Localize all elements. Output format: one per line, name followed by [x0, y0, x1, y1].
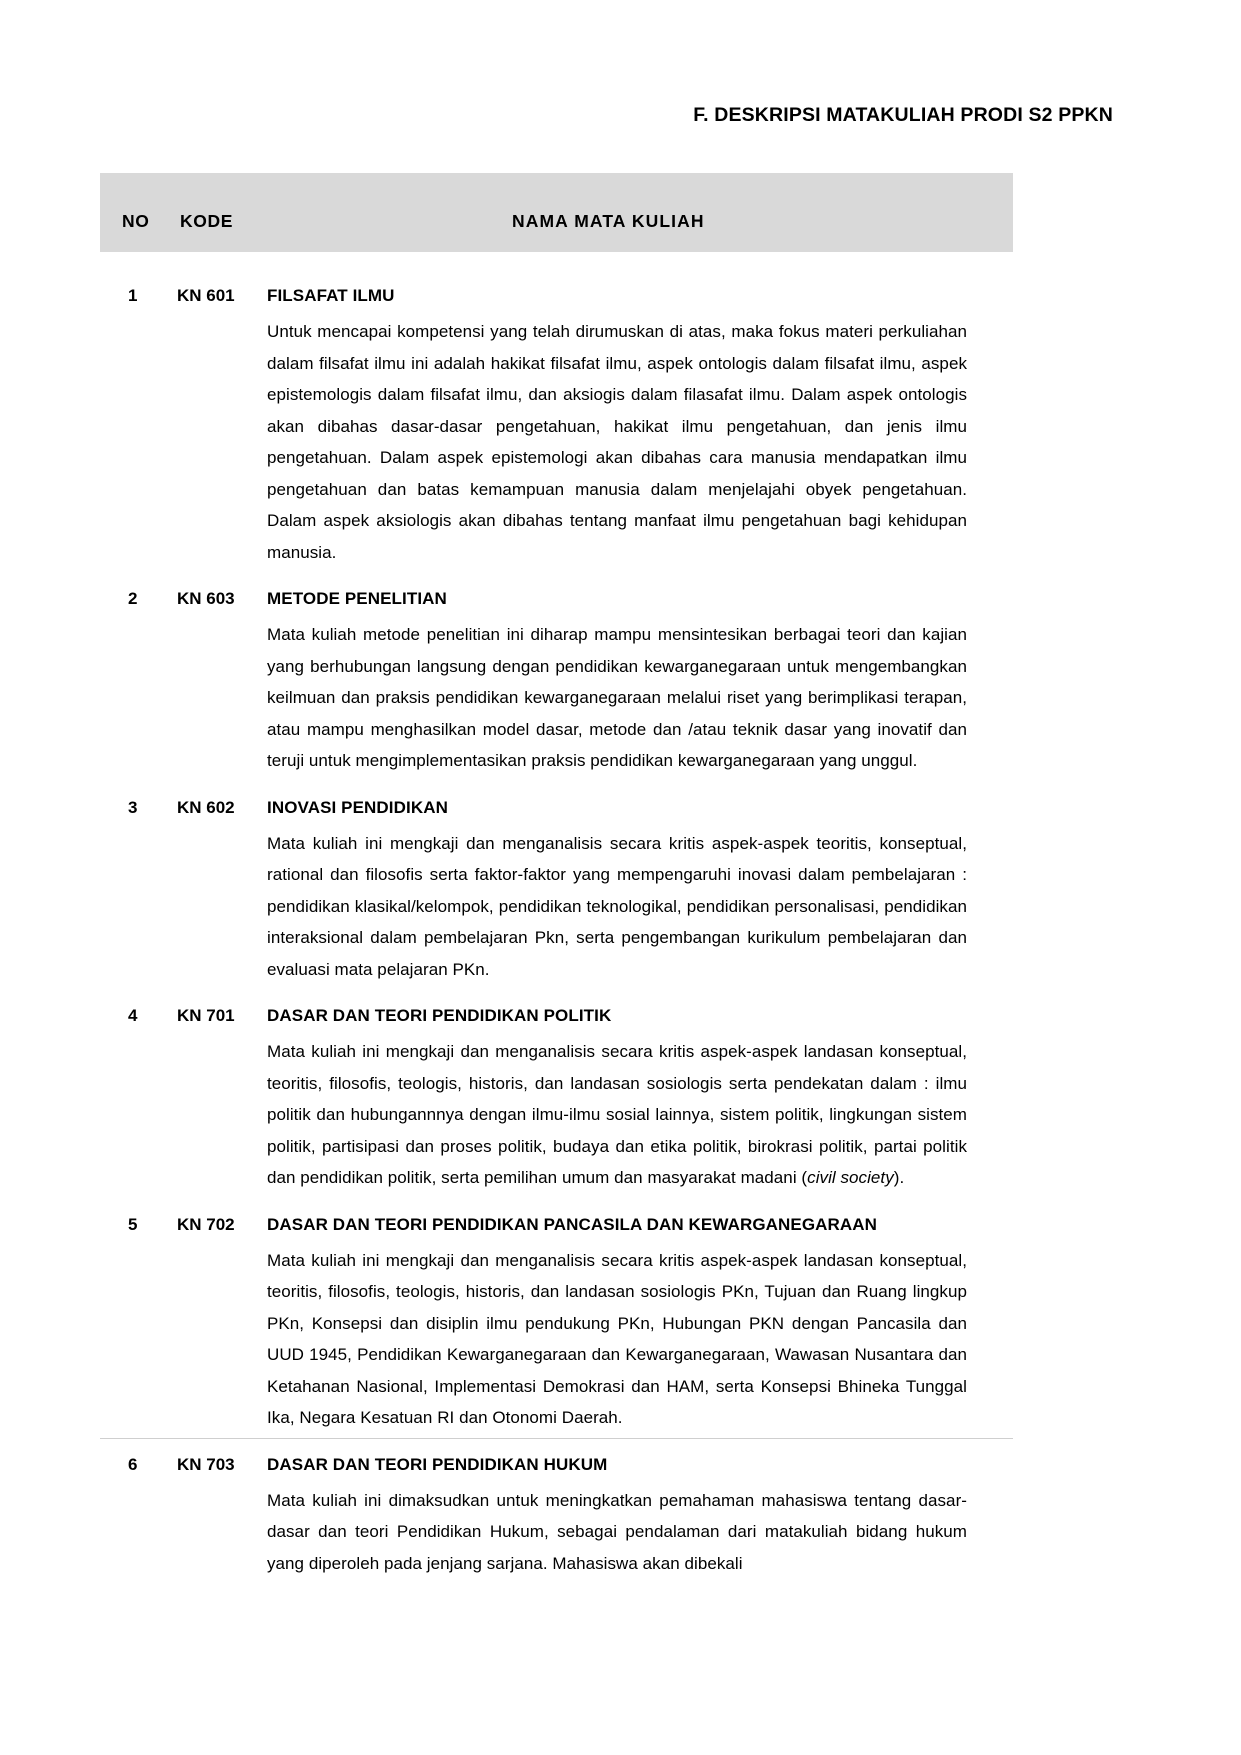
course-entry [100, 1455, 1013, 1580]
description-text-part: ). [893, 1168, 905, 1187]
course-name: DASAR DAN TEORI PENDIDIKAN PANCASILA DAN KEWARGANEGARAAN [267, 1214, 878, 1234]
course-entry [100, 286, 1013, 568]
description-italic-term: civil society [807, 1168, 894, 1187]
course-number: 2 [128, 589, 138, 608]
course-code: KN 703 [177, 1454, 235, 1474]
course-name: DASAR DAN TEORI PENDIDIKAN POLITIK [267, 1006, 612, 1025]
description-text-part: Mata kuliah ini mengkaji dan menganalisis secara kritis aspek-aspek landasan konseptual, teoritis, filosofis, teologis, historis, dan landasan sosiologis serta pendekatan dalam : ilmu politik dan hubungannnya dengan ilmu-ilmu sosial lainnya, sistem politik, lingkungan sistem politik, partisipasi dan proses politik, budaya dan etika politik, birokrasi politik, partai politik dan pendidikan politik, serta pemilihan umum dan masyarakat madani ( [267, 1042, 967, 1187]
course-code: KN 601 [177, 286, 235, 305]
column-header-no: NO [122, 211, 150, 231]
course-entry [100, 589, 1013, 777]
course-description: Mata kuliah ini mengkaji dan menganalisis secara kritis aspek-aspek teoritis, konseptual, rational dan filosofis serta faktor-faktor yang mempengaruhi inovasi dalam pembelajaran : pendidikan klasikal/kelompok, pendidikan teknologikal, pendidikan personalisasi, pendidikan interaksional dalam pembelajaran Pkn, serta pengembangan kurikulum pembelajaran dan evaluasi mata pelajaran PKn. [267, 833, 967, 979]
course-description: Mata kuliah ini dimaksudkan untuk meningkatkan pemahaman mahasiswa tentang dasar-dasar dan teori Pendidikan Hukum, sebagai pendalaman dari matakuliah bidang hukum yang diperoleh pada jenjang sarjana. Mahasiswa akan dibekali [267, 1490, 967, 1573]
course-title-row [100, 1455, 1013, 1481]
page-bottom-rule [100, 1438, 1013, 1439]
course-number: 4 [128, 1006, 138, 1025]
course-number: 5 [128, 1214, 138, 1234]
course-code: KN 603 [177, 589, 235, 608]
course-number: 6 [128, 1454, 138, 1474]
course-entry [100, 1006, 1013, 1194]
course-code: KN 602 [177, 797, 235, 817]
course-name: METODE PENELITIAN [267, 589, 447, 608]
course-description [267, 1036, 967, 1194]
course-description: Untuk mencapai kompetensi yang telah dirumuskan di atas, maka fokus materi perkuliahan dalam filsafat ilmu ini adalah hakikat filsafat ilmu, aspek ontologis dalam filsafat ilmu, aspek epistemologis dalam filsafat ilmu, dan aksiogis dalam filasafat ilmu. Dalam aspek ontologis akan dibahas dasar-dasar pengetahuan, hakikat ilmu pengetahuan, dan jenis ilmu pengetahuan. Dalam aspek epistemologi akan dibahas cara manusia mendapatkan ilmu pengetahuan dan batas kemampuan manusia dalam menjelajahi obyek pengetahuan. Dalam aspek aksiologis akan dibahas tentang manfaat ilmu pengetahuan bagi kehidupan manusia. [267, 322, 967, 562]
course-title-row [100, 1215, 1013, 1241]
course-description: Mata kuliah ini mengkaji dan menganalisis secara kritis aspek-aspek landasan konseptual, teoritis, filosofis, teologis, historis, dan landasan sosiologis PKn, Tujuan dan Ruang lingkup PKn, Konsepsi dan disiplin ilmu pendukung PKn, Hubungan PKN dengan Pancasila dan UUD 1945, Pendidikan Kewarganegaraan dan Kewarganegaraan, Wawasan Nusantara dan Ketahanan Nasional, Implementasi Demokrasi dan HAM, serta Konsepsi Bhineka Tunggal Ika, Negara Kesatuan RI dan Otonomi Daerah. [267, 1250, 967, 1427]
course-name: INOVASI PENDIDIKAN [267, 797, 448, 817]
course-number: 3 [128, 797, 138, 817]
page-title: F. DESKRIPSI MATAKULIAH PRODI S2 PPKN [693, 104, 1113, 126]
course-entry [100, 798, 1013, 986]
course-code: KN 701 [177, 1006, 235, 1025]
course-title-row [100, 286, 1013, 312]
column-header-nama-mata-kuliah: NAMA MATA KULIAH [512, 211, 705, 231]
course-code: KN 702 [177, 1214, 235, 1234]
course-entry [100, 1215, 1013, 1434]
course-list [100, 286, 1013, 1600]
course-description: Mata kuliah metode penelitian ini diharap mampu mensintesikan berbagai teori dan kajian yang berhubungan langsung dengan pendidikan kewarganegaraan untuk mengembangkan keilmuan dan praksis pendidikan kewarganegaraan melalui riset yang berimplikasi terapan, atau mampu menghasilkan model dasar, metode dan /atau teknik dasar yang inovatif dan teruji untuk mengimplementasikan praksis pendidikan kewarganegaraan yang unggul. [267, 625, 967, 770]
course-title-row [100, 589, 1013, 615]
column-header-kode: KODE [180, 211, 233, 231]
course-name: DASAR DAN TEORI PENDIDIKAN HUKUM [267, 1454, 608, 1474]
course-name: FILSAFAT ILMU [267, 286, 395, 305]
course-title-row [100, 1006, 1013, 1032]
course-title-row [100, 798, 1013, 824]
table-header-band [100, 173, 1013, 252]
course-number: 1 [128, 286, 138, 305]
